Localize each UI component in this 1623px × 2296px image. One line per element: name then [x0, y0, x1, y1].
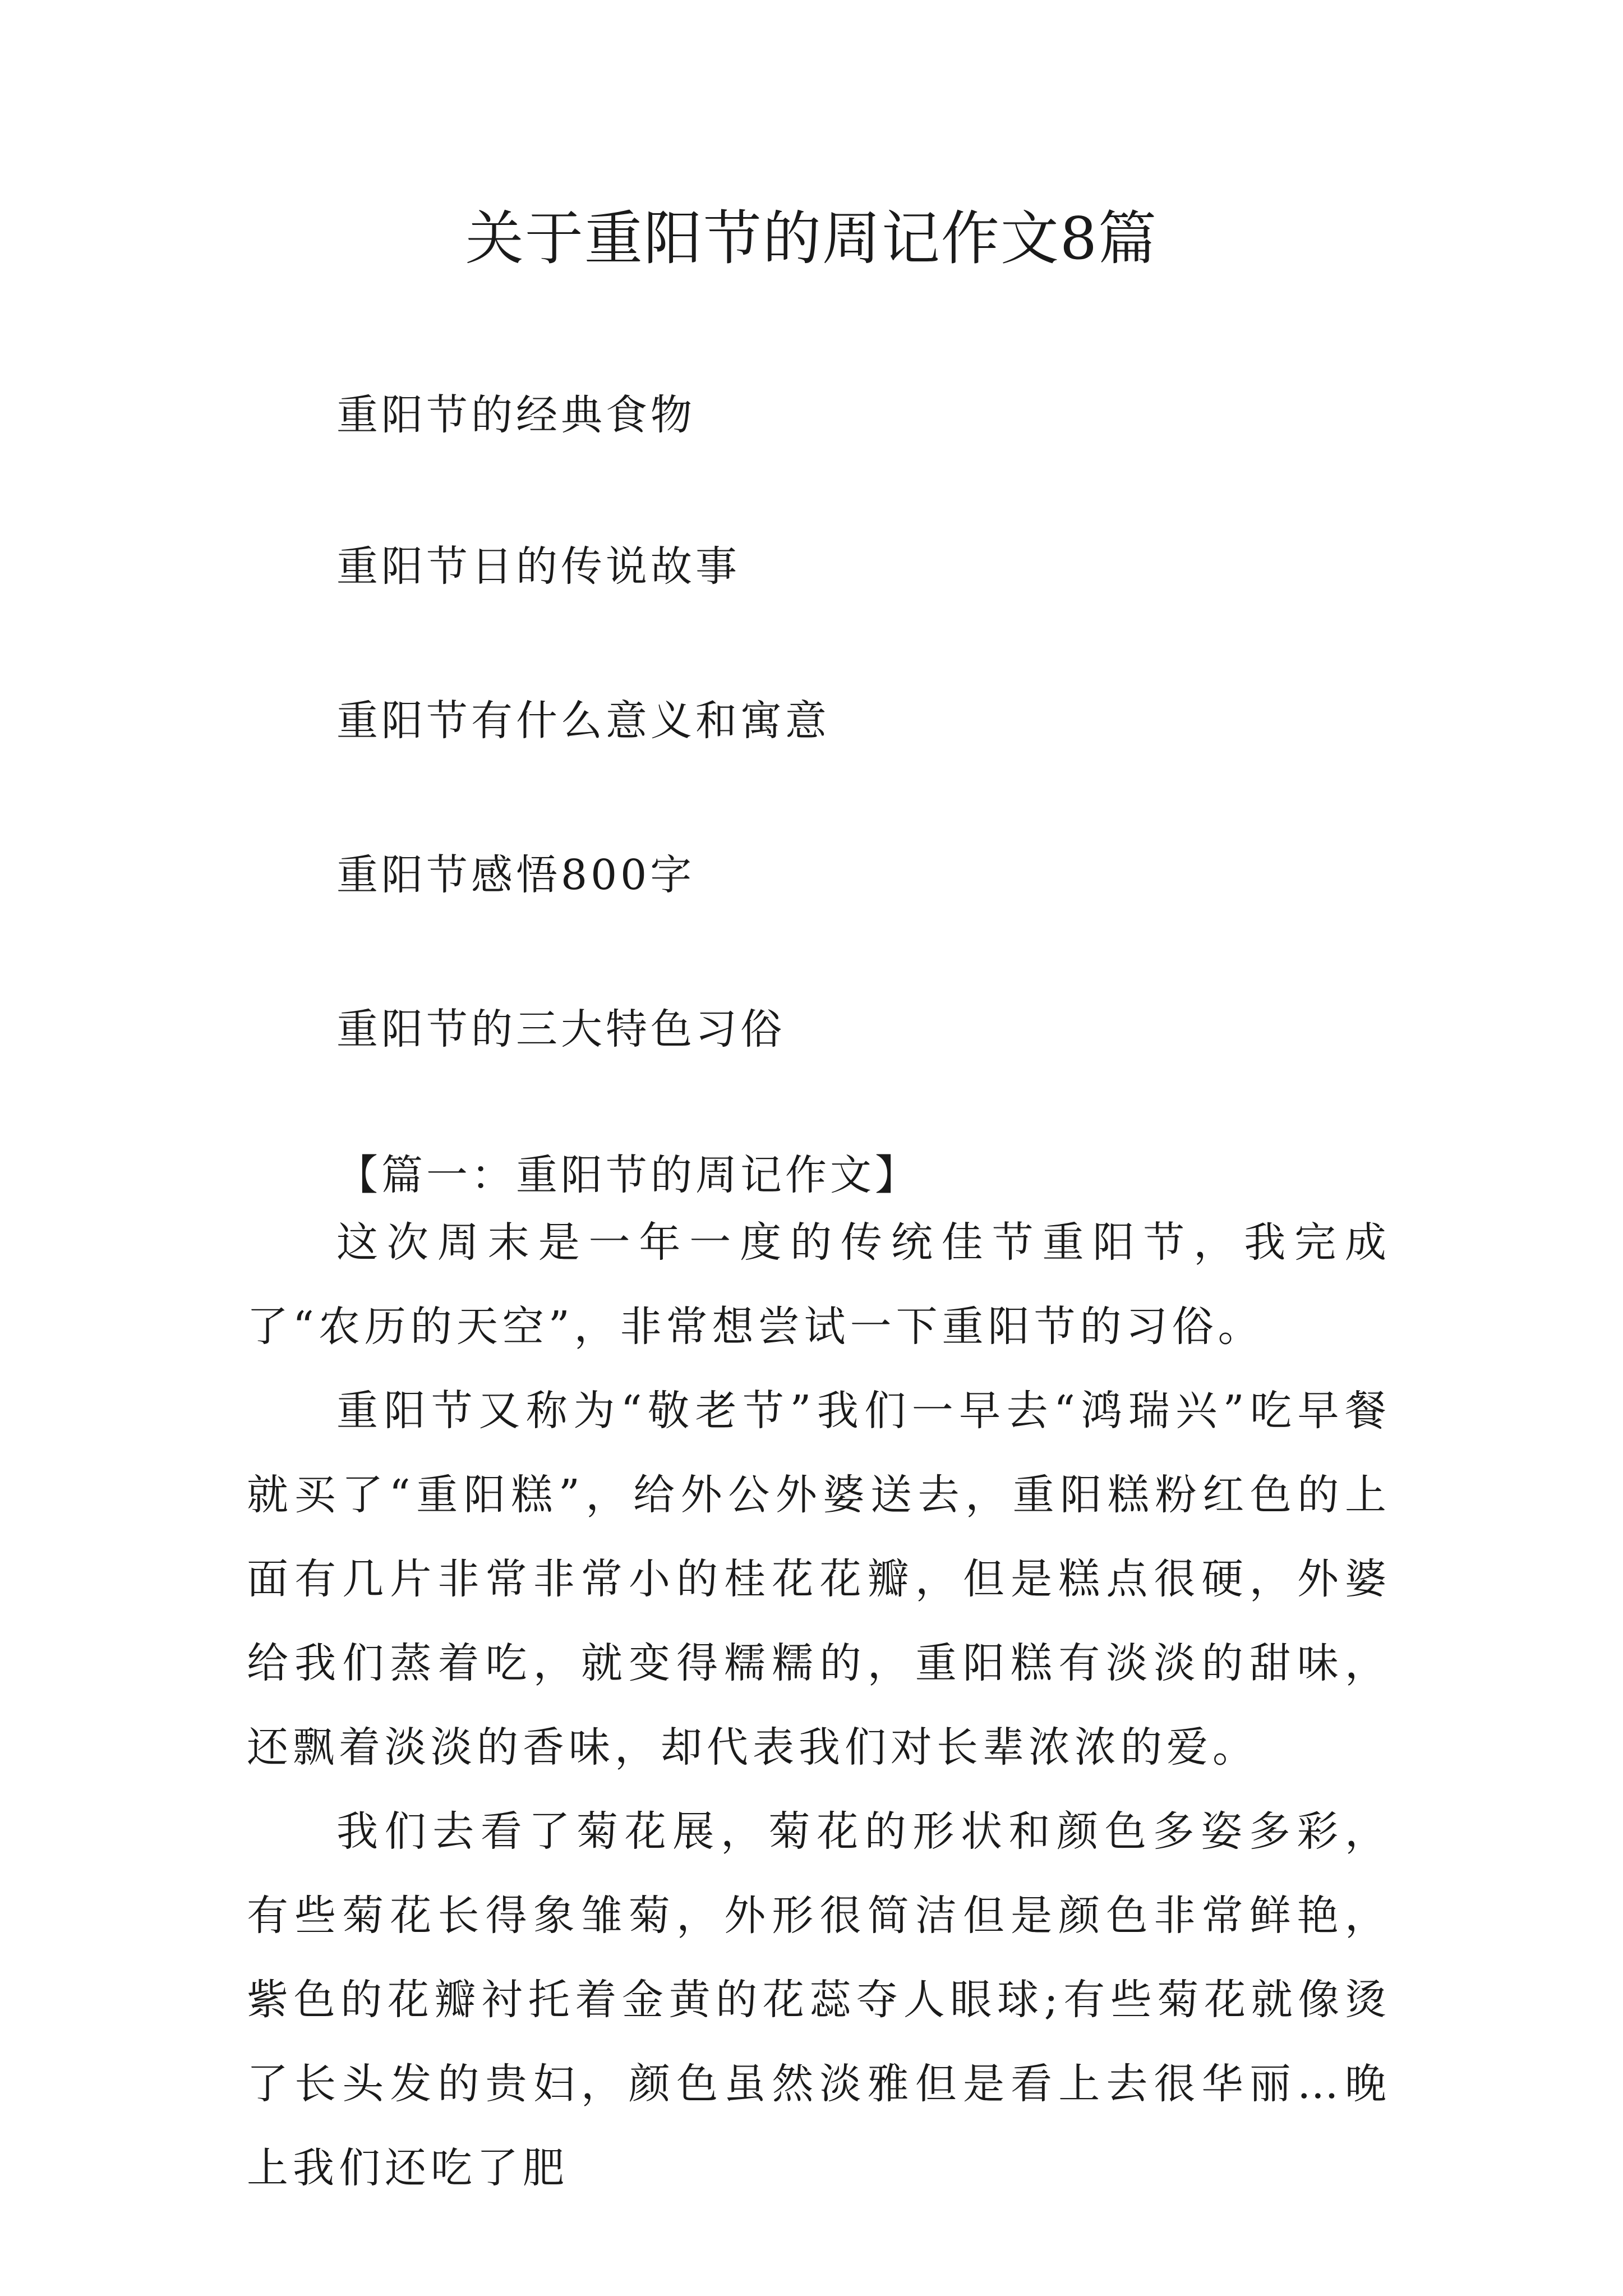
- body-text: [247, 1200, 1391, 2210]
- toc-item: 重阳节的三大特色习俗: [336, 1005, 785, 1053]
- paragraph: 重阳节又称为“敬老节”我们一早去“鸿瑞兴”吃早餐就买了“重阳糕”，给外公外婆送去，重阳糕粉红色的上面有几片非常非常小的桂花花瓣，但是糕点很硬，外婆给我们蒸着吃，就变得糯糯的，重阳糕有淡淡的甜味，还飘着淡淡的香味，却代表我们对长辈浓浓的爱。: [247, 1387, 1391, 1772]
- paragraph: 我们去看了菊花展，菊花的形状和颜色多姿多彩，有些菊花长得象雏菊，外形很简洁但是颜色非常鲜艳，紫色的花瓣衬托着金黄的花蕊夺人眼球;有些菊花就像烫了长头发的贵妇，颜色虽然淡雅但是看上去很华丽…晚上我们还吃了肥: [247, 1807, 1391, 2192]
- toc-item: 重阳节日的传说故事: [336, 542, 740, 591]
- paragraph: 这次周末是一年一度的传统佳节重阳节，我完成了“农历的天空”，非常想尝试一下重阳节的习俗。: [247, 1218, 1391, 1351]
- toc-item: 重阳节的经典食物: [336, 391, 695, 439]
- section-heading: 【篇一：重阳节的周记作文】: [336, 1151, 920, 1199]
- toc-item: 重阳节感悟800字: [336, 851, 695, 899]
- document-title: 关于重阳节的周记作文8篇: [465, 204, 1158, 273]
- toc-item: 重阳节有什么意义和寓意: [336, 697, 830, 745]
